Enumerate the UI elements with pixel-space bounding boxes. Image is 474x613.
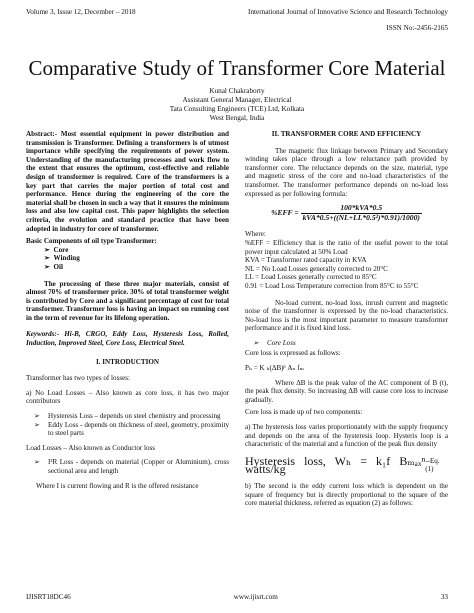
abstract: Abstract:- Most essential equipment in power distribution and transmission is Transformer. Defining a transformers is of utmost importance while specifying the requirements of power system. Understanding of the manufacturing processes and work flow to the extent that ensures the optimum, cost-effective and reliable design of transformer is required. Core of the transformers is a key part that carries the major portion of total cost and performance. Hence during the engineering of the core the material shall be chosen in such a way that it ensures the minimum loss and also low capital cost. This paper highlights the selection criteria, the evolution and standard practice that have been adopted in industry for core of transformer. xyxy=(26,130,229,233)
author-org: Tata Consulting Engineers (TCE) Ltd, Kolkata xyxy=(169,105,305,113)
components-text: Core loss is made up of two components: xyxy=(245,408,363,417)
list-item: ➢ Hysteresis Loss – depends on steel chemistry and processing xyxy=(48,412,229,421)
efficiency-formula xyxy=(245,204,448,222)
formula-denominator: kVA*0.5+((NL+LL*0.5²)*0.91)/1000) xyxy=(302,212,420,222)
definitions xyxy=(245,239,448,291)
list-item: ➢ Oil xyxy=(44,262,63,271)
core-loss-text: Core loss is expressed as follows: xyxy=(245,349,341,358)
list-item: ➢ Winding xyxy=(44,254,80,263)
intro-text: Transformer has two types of losses: xyxy=(26,374,130,383)
section-heading-introduction: I. INTRODUCTION xyxy=(95,357,160,366)
arrow-icon: ➢ xyxy=(44,262,54,271)
definition: %EFF = Efficiency that is the ratio of the useful power to the total power input calculated at 50% Load xyxy=(245,238,448,256)
no-load-losses: a) No Load Losses – Also known as core loss, it has two major contributors xyxy=(26,388,229,406)
author-block xyxy=(0,87,474,123)
left-column xyxy=(26,130,229,512)
list-item: ➢ Core Loss xyxy=(267,339,448,348)
header-issn: ISSN No:-2456-2165 xyxy=(386,24,448,32)
current-resistance-note: Where I is current flowing and R is the offered resistance xyxy=(36,481,199,490)
conductor-loss-list xyxy=(26,458,229,475)
footer-url: www.ijisrt.com xyxy=(233,593,278,601)
components-title: Basic Components of oil type Transformer: xyxy=(26,237,157,246)
keywords: Keywords:- Hi-B, CRGO, Eddy Loss, Hysteresis Loss, Rolled, Induction, Improved Steel, Core Loss, Electrical Steel. xyxy=(26,330,229,348)
definition: NL = No Load Losses generally corrected to 20°C xyxy=(245,264,388,273)
delta-b-note: Where ΔB is the peak value of the AC component of B (t), the peak flux density. So increasing ΔB will cause core loss to increase gradually. xyxy=(245,378,448,404)
page-number: 33 xyxy=(440,593,448,601)
page-footer xyxy=(26,593,448,601)
core-loss-list xyxy=(26,412,229,438)
header-journal: International Journal of Innovative Science and Research Technology xyxy=(248,8,448,16)
formula-lhs: %EFF = xyxy=(271,208,299,217)
footer-id: IJISRT18DC46 xyxy=(26,593,71,601)
core-loss-heading xyxy=(245,339,448,348)
running-header xyxy=(26,8,448,16)
eddy-para: b) The second is the eddy current loss which is dependent on the square of frequency but is directly proportional to the square of the core material thickness, referred as equation (2) as follows: xyxy=(245,482,448,508)
definition: KVA = Transformer rated capacity in KVA xyxy=(245,256,367,265)
hysteresis-formula: Hysteresis loss, Wₕ = k₁f Bₘₐₓⁿ watts/kg xyxy=(245,453,426,477)
abstract-para2: The processing of these three major materials, consist of almost 70% of transformer price. 30% of total transformer weight is contributed by Core and a significant percentage of cost for total transformer. Transformer loss is having an impact on running cost in the term of revenue for its lifelong operation. xyxy=(26,279,229,322)
core-loss-formula: Pₕ = K ₕ(ΔB)ᵝ Aₙ fₘ xyxy=(245,364,304,373)
load-losses: Load Losses – Also known as Conductor loss xyxy=(26,443,156,452)
no-load-para: No-load current, no-load loss, inrush current and magnetic noise of the transformer is expressed by the no-load characteristics. No-load loss is the most important parameter to measure transformer performance and it is fixed kind loss. xyxy=(245,298,448,333)
components-list xyxy=(26,246,229,272)
formula-fraction xyxy=(301,204,422,222)
definition: 0.91 = Load Loss Temperature correction from 85°C to 55°C xyxy=(245,281,419,290)
formula-numerator: 100*kVA*0.5 xyxy=(301,204,422,214)
author-name: Kunal Chakraborty xyxy=(209,87,265,95)
section-heading-core-efficiency: II. TRANSFORMER CORE AND EFFICIENCY xyxy=(271,130,422,138)
body-columns xyxy=(26,130,448,512)
right-column xyxy=(245,130,448,512)
list-item: ➢ Core xyxy=(44,245,69,254)
hysteresis-para: a) The hysteresis loss varies proportionately with the supply frequency and depends on the area of the hysteresis loop. Hysteris loop is a characteristic of the material and a function of the peak flux density xyxy=(245,423,448,449)
list-item: ➢ Eddy Loss - depends on thickness of steel, geometry, proximity to steel parts xyxy=(48,421,229,438)
header-volume: Volume 3, Issue 12, December – 2018 xyxy=(26,8,136,16)
list-item: ➢ I²R Loss - depends on material (Copper or Aluminium), cross sectional area and length xyxy=(48,458,229,475)
author-place: West Bengal, India xyxy=(209,114,265,122)
equation-label: --Eq. (1) xyxy=(425,456,440,474)
hysteresis-equation xyxy=(245,453,448,477)
definition: LL = Load Losses generally corrected to 85°C xyxy=(245,273,377,282)
paper-title: Comparative Study of Transformer Core Material xyxy=(28,56,446,80)
author-role: Assistant General Manager, Electrical xyxy=(182,96,292,104)
where-title: Where: xyxy=(245,230,266,239)
arrow-icon: ➢ xyxy=(44,245,54,254)
core-efficiency-para: The magnetic flux linkage between Primary and Secondary winding takes place through a low reluctance path provided by transformer core. The reluctance depends on the size, material, type and magnetic stress of the core and no-load characteristics of the transformer. The transformer performance depends on no-load loss expressed as per following formula: xyxy=(245,146,448,198)
arrow-icon: ➢ xyxy=(44,254,54,263)
